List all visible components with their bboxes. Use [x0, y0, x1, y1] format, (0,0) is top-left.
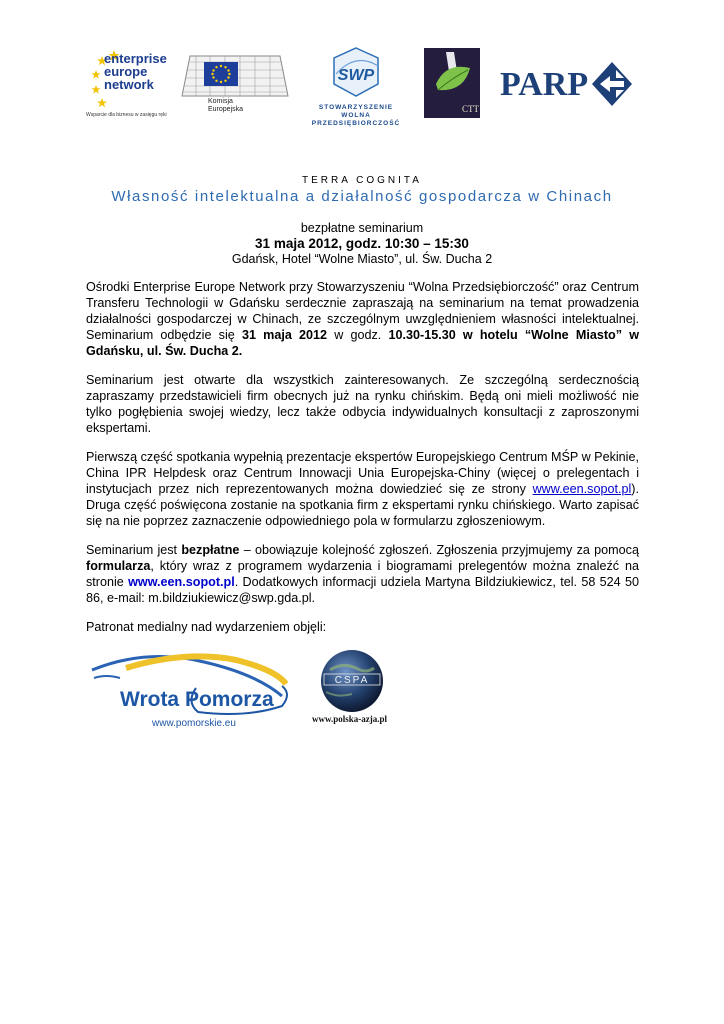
swp-logo	[306, 44, 406, 127]
parp-wordmark: PARP	[500, 66, 589, 103]
cspa-mark: CSPA	[334, 675, 370, 686]
wrota-url: www.pomorskie.eu	[152, 718, 236, 729]
swp-label	[306, 104, 406, 128]
ctt-logo	[424, 48, 480, 118]
een-tagline: Wsparcie dla biznesu w zasięgu ręki	[86, 112, 167, 118]
program-text: Pierwszą część spotkania wypełnią prezentacje ekspertów Europejskiego Centrum MŚP w Pekinie, China IPR Helpdesk oraz Centrum Innowacji Unia Europejska-Chiny (więcej o prelegentach i instytucjach przez nich reprezentowanych można dowiedzieć się ze strony	[86, 450, 639, 496]
enterprise-europe-network-logo	[82, 42, 167, 122]
paragraph-patronage: Patronat medialny nad wydarzeniem objęli:	[86, 620, 327, 634]
cspa-logo	[308, 648, 408, 730]
sponsor-logos	[0, 40, 724, 130]
swp-emblem-icon	[306, 44, 406, 104]
event-date: 31 maja 2012, godz. 10:30 – 15:30	[255, 236, 469, 251]
parp-logo	[496, 60, 636, 110]
free-label: bezpłatne	[181, 543, 240, 557]
event-type: bezpłatne seminarium	[300, 221, 424, 235]
een-wordmark	[104, 52, 167, 91]
een-line-2: europe	[104, 64, 148, 79]
een-sopot-link-2[interactable]: www.een.sopot.pl	[128, 575, 235, 589]
registration-text-c: , który wraz z programem wydarzenia i biogramami prelegentów można znaleźć na stronie	[86, 559, 639, 589]
european-commission-logo	[180, 44, 290, 120]
swp-mark: SWP	[337, 67, 375, 84]
swp-line-2: WOLNA PRZEDSIĘBIORCZOŚĆ	[311, 112, 401, 127]
een-line-1: enterprise	[104, 51, 167, 66]
registration-text-d: . Dodatkowych informacji udziela Martyna Bildziukiewicz, tel. 58 524 50 86, e-mail: m.bildziukiewicz@swp.gda.pl.	[86, 575, 639, 605]
intro-mid: w godz.	[327, 328, 389, 342]
paragraph-audience: Seminarium jest otwarte dla wszystkich zainteresowanych. Ze szczególną serdecznością zapraszamy przedstawicieli firm obecnych już na rynku chińskim. Będą oni mieli możliwość nie tylko pogłębienia swojej wiedzy, lecz także odbycia indywidualnych konsultacji z zaproszonymi ekspertami.	[86, 373, 639, 435]
wrota-pomorza-emblem	[86, 648, 306, 720]
registration-text-a: Seminarium jest	[86, 543, 182, 557]
paragraph-program	[86, 449, 639, 529]
leaf-icon	[424, 48, 480, 118]
intro-date: 31 maja 2012	[241, 328, 328, 342]
intro-text: Ośrodki Enterprise Europe Network przy Stowarzyszeniu “Wolna Przedsiębiorczość” oraz Centrum Transferu Technologii w Gdańsku serdecznie zapraszają na seminarium na temat prowadzenia działalności gospodarczej w Chinach, ze szczególnym uwzględnieniem własności intelektualnej. Seminarium odbędzie się	[86, 280, 639, 342]
globe-icon	[308, 648, 408, 714]
ctt-mark: CTT	[462, 104, 479, 114]
form-link[interactable]: formularza	[86, 559, 151, 573]
european-commission-label	[208, 98, 243, 114]
paragraph-intro	[86, 279, 639, 359]
paragraph-registration	[86, 542, 639, 606]
een-sopot-link[interactable]: www.een.sopot.pl	[532, 482, 632, 496]
een-line-3: network	[104, 77, 154, 92]
title-kicker: TERRA COGNITA	[302, 175, 422, 186]
program-rest: ). Druga część poświęcona zostanie na spotkania firm z ekspertami rynku chińskiego. Warto zapisać się na nie poprzez zaznaczenie odpowiedniego pola w formularzu zgłoszeniowym.	[86, 482, 639, 528]
cspa-url: www.polska-azja.pl	[312, 714, 388, 724]
event-place: Gdańsk, Hotel “Wolne Miasto”, ul. Św. Ducha 2	[231, 252, 493, 266]
page-title: Własność intelektualna a działalność gospodarcza w Chinach	[111, 188, 613, 205]
registration-text-b: – obowiązuje kolejność zgłoszeń. Zgłoszenia przyjmujemy za pomocą	[239, 543, 639, 557]
ke-line-1: Komisja	[208, 98, 233, 105]
wrota-pomorza-logo	[86, 648, 306, 738]
ke-line-2: Europejska	[208, 106, 244, 113]
parp-arrows-icon	[590, 60, 634, 108]
swp-line-1: STOWARZYSZENIE	[318, 104, 394, 111]
eu-flag-icon	[204, 62, 238, 86]
intro-time-place: 10.30-15.30 w hotelu “Wolne Miasto” w Gdańsku, ul. Św. Ducha 2.	[86, 328, 639, 358]
wrota-name: Wrota Pomorza	[120, 688, 274, 711]
